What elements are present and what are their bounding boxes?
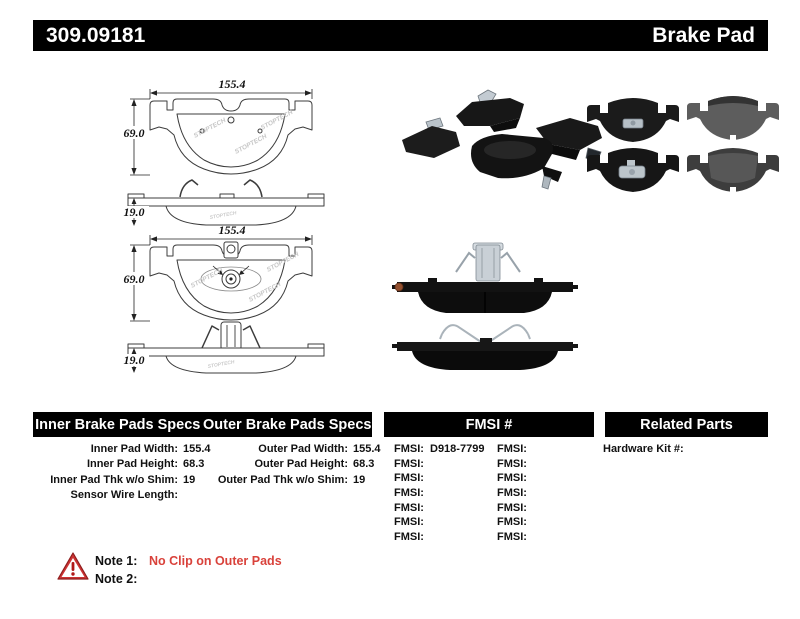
inner-width-dim: 155.4: [218, 77, 246, 91]
outer-thickness-dim: 19.0: [123, 353, 145, 367]
inner-pad-edge-view: [128, 180, 324, 225]
diagram-inner-pad: [110, 76, 340, 228]
fmsi-header-bar: [384, 412, 594, 437]
svg-text:STOPTECH: STOPTECH: [207, 359, 236, 370]
note-2-label: Note 2:: [95, 572, 138, 586]
inner-pad-front-view: [150, 99, 312, 174]
svg-text:STOPTECH: STOPTECH: [265, 251, 301, 274]
fmsi-row: FMSI:: [394, 516, 424, 529]
fmsi-row: FMSI:: [394, 457, 424, 470]
related-parts-column: [603, 442, 688, 457]
inner-height-dim: 69.0: [123, 126, 145, 140]
note-1-label: Note 1:: [95, 554, 138, 568]
outer-width-dim: 155.4: [218, 223, 246, 237]
fmsi-row: FMSI:: [497, 443, 527, 455]
svg-text:STOPTECH: STOPTECH: [233, 133, 269, 156]
inner-thickness-dim: 19.0: [123, 205, 145, 219]
photo-pads-grid: [582, 86, 782, 194]
wear-sensor-icon: [395, 283, 403, 291]
svg-text:STOPTECH: STOPTECH: [192, 117, 228, 140]
specs-header-bar: [33, 412, 372, 437]
product-name: Brake Pad: [652, 23, 755, 47]
fmsi-row: FMSI:: [394, 472, 424, 485]
spec-row: Outer Pad Width: 155.4: [258, 443, 381, 455]
fmsi-row: FMSI: D918-7799: [394, 443, 485, 455]
fmsi-row: FMSI:: [497, 472, 527, 485]
outer-specs-column: [203, 442, 393, 488]
svg-text:STOPTECH: STOPTECH: [189, 267, 225, 290]
fmsi-row: FMSI:: [497, 501, 527, 514]
svg-text:STOPTECH: STOPTECH: [209, 210, 238, 221]
spec-row: Inner Pad Thk w/o Shim: 19: [50, 473, 196, 486]
spec-row: Sensor Wire Length:: [70, 489, 178, 502]
outer-pad-edge-view: [128, 322, 324, 373]
spring-wing-icon: [501, 253, 520, 272]
fmsi-row: FMSI:: [497, 487, 527, 500]
notes-block: [95, 552, 282, 588]
fmsi-row: FMSI:: [394, 501, 424, 514]
related-header: Related Parts: [640, 416, 733, 433]
note-1-text: No Clip on Outer Pads: [149, 554, 282, 568]
diagram-outer-pad: [110, 222, 340, 374]
note-1: [95, 552, 282, 570]
svg-text:STOPTECH: STOPTECH: [247, 281, 283, 304]
outer-height-dim: 69.0: [123, 272, 145, 286]
photo-pads-exploded: [398, 90, 603, 190]
title-bar: [33, 20, 768, 51]
fmsi-row: FMSI:: [497, 516, 527, 529]
fmsi-row: FMSI:: [394, 487, 424, 500]
photo-pads-assembled: [392, 242, 578, 370]
part-number: 309.09181: [46, 23, 146, 47]
svg-text:STOPTECH: STOPTECH: [259, 109, 295, 132]
fmsi-row: FMSI:: [497, 457, 527, 470]
abutment-clip-icon: [476, 245, 500, 281]
fmsi-column-2: [497, 442, 533, 545]
fmsi-header: FMSI #: [465, 416, 513, 433]
inner-specs-column: [33, 442, 223, 504]
outer-specs-header: Outer Brake Pads Specs: [203, 416, 372, 433]
spec-row: Outer Pad Height: 68.3: [254, 458, 375, 471]
spec-row: Outer Pad Thk w/o Shim: 19: [217, 473, 366, 486]
sensor-pin-icon: [542, 176, 551, 189]
related-row: Hardware Kit #:: [603, 443, 684, 455]
inner-specs-header: Inner Brake Pads Specs: [35, 416, 201, 433]
outer-pad-front-view: [150, 242, 312, 320]
spec-row: Inner Pad Width: 155.4: [90, 443, 211, 455]
warning-icon: [56, 551, 90, 582]
fmsi-row: FMSI:: [497, 531, 527, 544]
related-header-bar: [605, 412, 768, 437]
fmsi-column-1: [394, 442, 484, 545]
spring-wing-icon: [456, 253, 475, 272]
note-2: [95, 570, 282, 588]
spec-row: Inner Pad Height: 68.3: [86, 458, 205, 471]
fmsi-row: FMSI:: [394, 531, 424, 544]
